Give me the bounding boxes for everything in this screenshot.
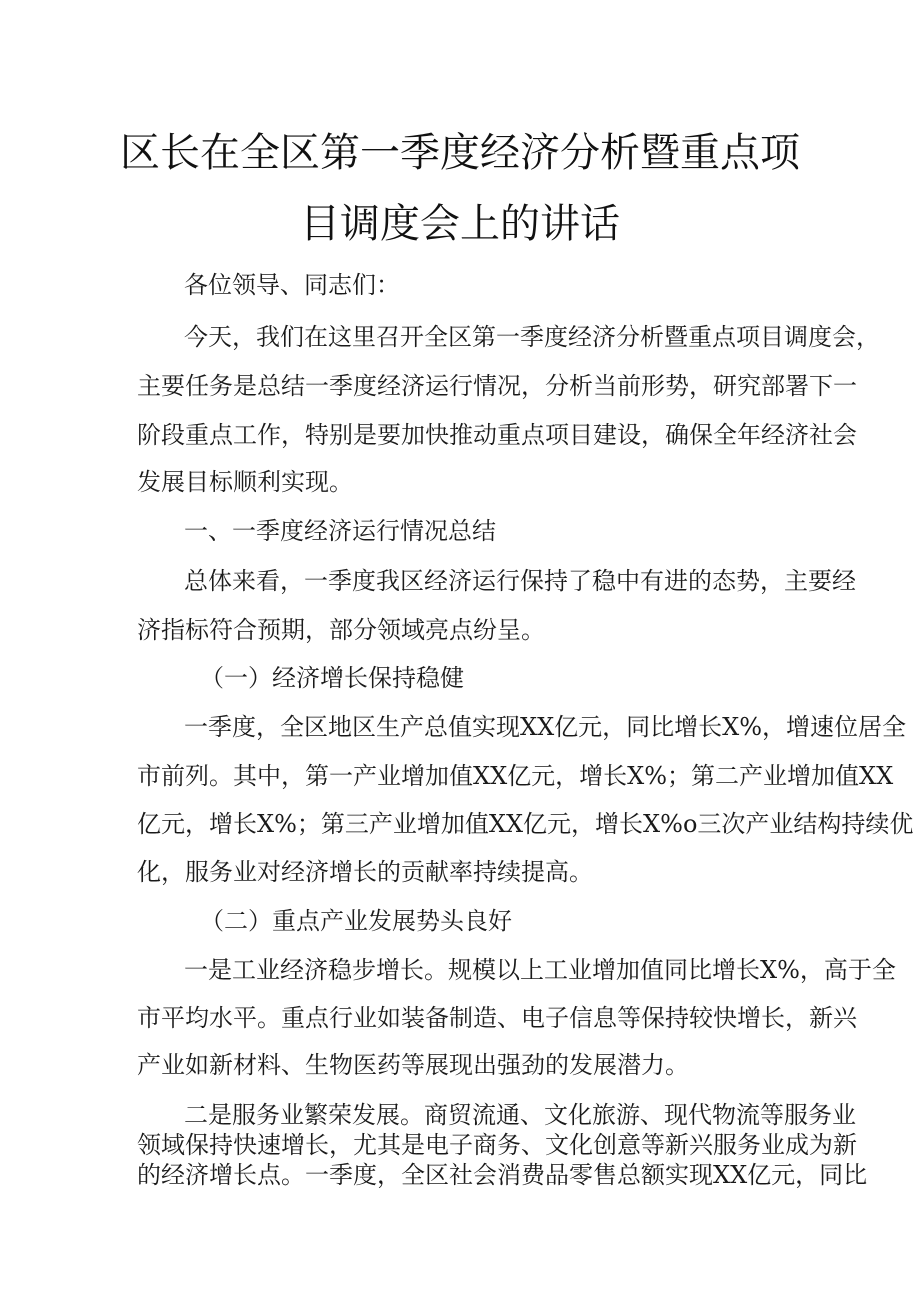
paragraph-line: 总体来看，一季度我区经济运行保持了稳中有进的态势，主要经 — [184, 567, 856, 595]
paragraph-line: 化，服务业对经济增长的贡献率持续提高。 — [137, 858, 593, 886]
paragraph-line: 济指标符合预期，部分领域亮点纷呈。 — [137, 616, 545, 644]
paragraph-line: 今天，我们在这里召开全区第一季度经济分析暨重点项目调度会， — [184, 323, 880, 351]
paragraph-line: 产业如新材料、生物医药等展现出强劲的发展潜力。 — [137, 1051, 689, 1079]
paragraph-line: 二是服务业繁荣发展。商贸流通、文化旅游、现代物流等服务业 — [184, 1101, 856, 1129]
paragraph-line: 阶段重点工作，特别是要加快推动重点项目建设，确保全年经济社会 — [137, 421, 857, 449]
paragraph-line: 一季度，全区地区生产总值实现XX亿元，同比增长X%，增速位居全 — [184, 713, 907, 741]
paragraph-line: 主要任务是总结一季度经济运行情况，分析当前形势，研究部署下一 — [137, 372, 857, 400]
paragraph-line: 的经济增长点。一季度，全区社会消费品零售总额实现XX亿元，同比 — [137, 1161, 868, 1189]
paragraph-line: 一是工业经济稳步增长。规模以上工业增加值同比增长X%，高于全 — [184, 956, 896, 984]
subsection-heading: （二）重点产业发展势头良好 — [200, 907, 512, 935]
paragraph-line: 亿元，增长X%；第三产业增加值XX亿元，增长X%o三次产业结构持续优 — [137, 810, 914, 838]
section-heading: 一、一季度经济运行情况总结 — [184, 517, 496, 545]
title-line-2: 目调度会上的讲话 — [300, 201, 620, 247]
paragraph-line: 市前列。其中，第一产业增加值XX亿元，增长X%；第二产业增加值XX — [137, 762, 894, 790]
subsection-heading: （一）经济增长保持稳健 — [200, 664, 464, 692]
title-line-1: 区长在全区第一季度经济分析暨重点项 — [120, 130, 800, 176]
salutation: 各位领导、同志们： — [184, 271, 400, 299]
paragraph-line: 市平均水平。重点行业如装备制造、电子信息等保持较快增长，新兴 — [137, 1004, 857, 1032]
paragraph-line: 领域保持快速增长，尤其是电子商务、文化创意等新兴服务业成为新 — [137, 1131, 857, 1159]
paragraph-line: 发展目标顺利实现。 — [137, 468, 353, 496]
